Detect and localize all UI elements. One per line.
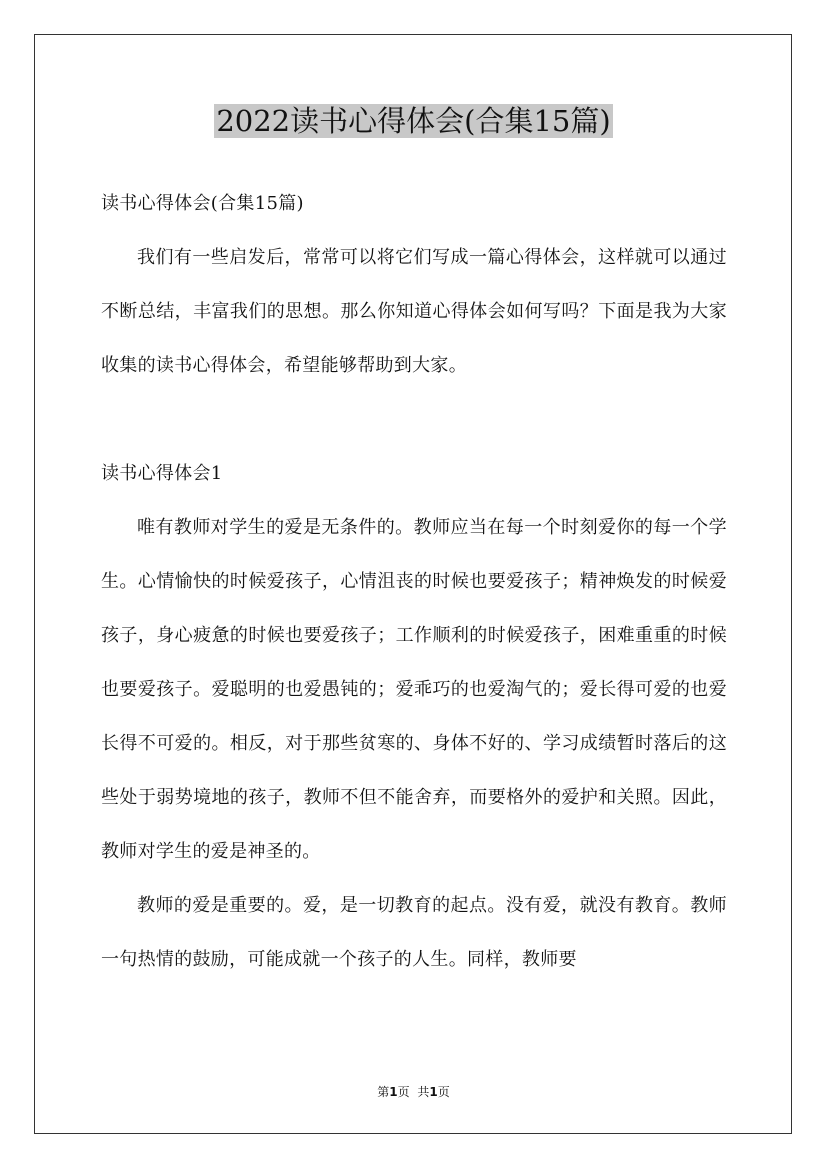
document-subtitle: 读书心得体会(合集15篇) [101, 193, 304, 214]
footer-total-number: 1 [429, 1085, 438, 1099]
footer-page-suffix: 页 [397, 1085, 410, 1099]
intro-paragraph: 我们有一些启发后，常常可以将它们写成一篇心得体会，这样就可以通过不断总结，丰富我们的思想。那么你知道心得体会如何写吗？下面是我为大家收集的读书心得体会，希望能够帮助到大家。 [101, 247, 727, 376]
footer-total-prefix: 共 [417, 1085, 430, 1099]
document-title [0, 102, 827, 140]
paragraph-spacer [101, 393, 727, 447]
document-title-text: 2022读书心得体会(合集15篇) [216, 104, 611, 138]
document-body [101, 177, 727, 987]
section-heading: 读书心得体会1 [101, 463, 223, 484]
body-paragraph-1: 唯有教师对学生的爱是无条件的。教师应当在每一个时刻爱你的每一个学生。心情愉快的时候爱孩子，心情沮丧的时候也要爱孩子；精神焕发的时候爱孩子，身心疲惫的时候也要爱孩子；工作顺利的时候爱孩子，困难重重的时候也要爱孩子。爱聪明的也爱愚钝的；爱乖巧的也爱淘气的；爱长得可爱的也爱长得不可爱的。相反，对于那些贫寒的、身体不好的、学习成绩暂时落后的这些处于弱势境地的孩子，教师不但不能舍弃，而要格外的爱护和关照。因此，教师对学生的爱是神圣的。 [101, 517, 727, 862]
page-footer [0, 1083, 827, 1101]
body-paragraph-2: 教师的爱是重要的。爱，是一切教育的起点。没有爱，就没有教育。教师一句热情的鼓励，可能成就一个孩子的人生。同样，教师要 [101, 895, 727, 970]
footer-total-suffix: 页 [437, 1085, 450, 1099]
footer-page-prefix: 第 [377, 1085, 390, 1099]
footer-page-number: 1 [389, 1085, 398, 1099]
